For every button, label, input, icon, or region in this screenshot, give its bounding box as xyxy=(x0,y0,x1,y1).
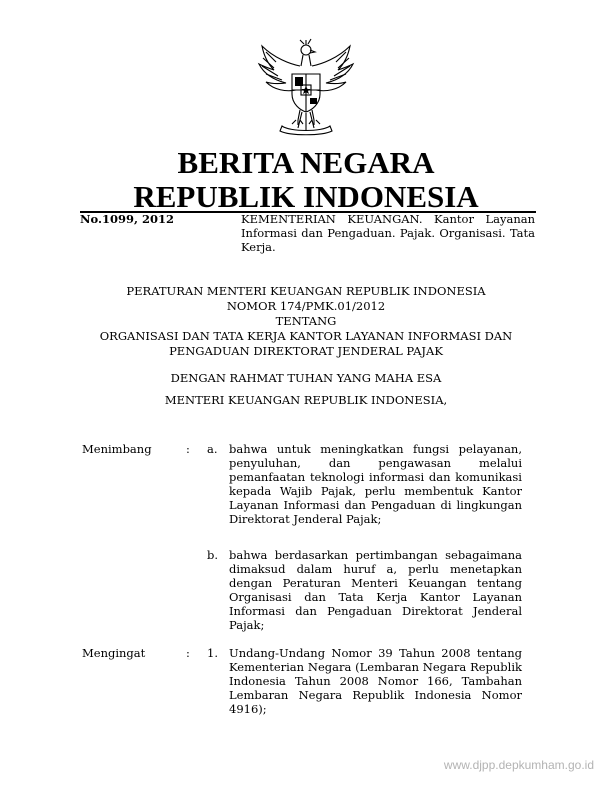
regulation-title: PERATURAN MENTERI KEUANGAN REPUBLIK INDONESIA xyxy=(126,284,486,298)
menimbang-item-b: bahwa berdasarkan pertimbangan sebagaimana dimaksud dalam huruf a, perlu menetapkan dengan Peraturan Menteri Keuangan tentang Organisasi dan Tata Kerja Kantor Layanan Informasi dan Pengaduan Direktorat Jenderal Pajak; xyxy=(229,548,522,632)
regulation-subject-line1: ORGANISASI DAN TATA KERJA KANTOR LAYANAN INFORMASI DAN xyxy=(99,329,513,343)
gazette-description: KEMENTERIAN KEUANGAN. Kantor Layanan Informasi dan Pengaduan. Pajak. Organisasi. Tata Kerja. xyxy=(241,212,535,254)
issuing-authority: MENTERI KEUANGAN REPUBLIK INDONESIA, xyxy=(164,393,448,407)
menimbang-marker-b: b. xyxy=(207,548,219,562)
source-url: www.djpp.depkumham.go.id xyxy=(443,758,594,772)
menimbang-colon: : xyxy=(186,442,190,456)
menimbang-item-a: bahwa untuk meningkatkan fungsi pelayanan, penyuluhan, dan pengawasan melalui pemanfaatan teknologi informasi dan komunikasi kepada Wajib Pajak, perlu membentuk Kantor Layanan Informasi dan Pengaduan di lingkungan Direktorat Jenderal Pajak; xyxy=(229,442,522,526)
menimbang-marker-a: a. xyxy=(207,442,218,456)
regulation-number: NOMOR 174/PMK.01/2012 xyxy=(226,299,386,313)
mengingat-label: Mengingat xyxy=(82,646,146,660)
masthead-subtitle: REPUBLIK INDONESIA xyxy=(133,179,479,214)
menimbang-label: Menimbang xyxy=(82,442,152,456)
masthead-title: BERITA NEGARA xyxy=(177,145,435,180)
mengingat-marker-1: 1. xyxy=(207,646,218,660)
garuda-emblem xyxy=(254,38,358,136)
mengingat-item-1: Undang-Undang Nomor 39 Tahun 2008 tentang Kementerian Negara (Lembaran Negara Republik Indonesia Tahun 2008 Nomor 166, Tambahan Lembaran Negara Republik Indonesia Nomor 4916); xyxy=(229,646,522,716)
invocation: DENGAN RAHMAT TUHAN YANG MAHA ESA xyxy=(170,371,442,385)
regulation-tentang: TENTANG xyxy=(275,314,337,328)
mengingat-colon: : xyxy=(186,646,190,660)
gazette-number: No.1099, 2012 xyxy=(80,212,175,226)
regulation-subject-line2: PENGADUAN DIREKTORAT JENDERAL PAJAK xyxy=(169,344,443,358)
